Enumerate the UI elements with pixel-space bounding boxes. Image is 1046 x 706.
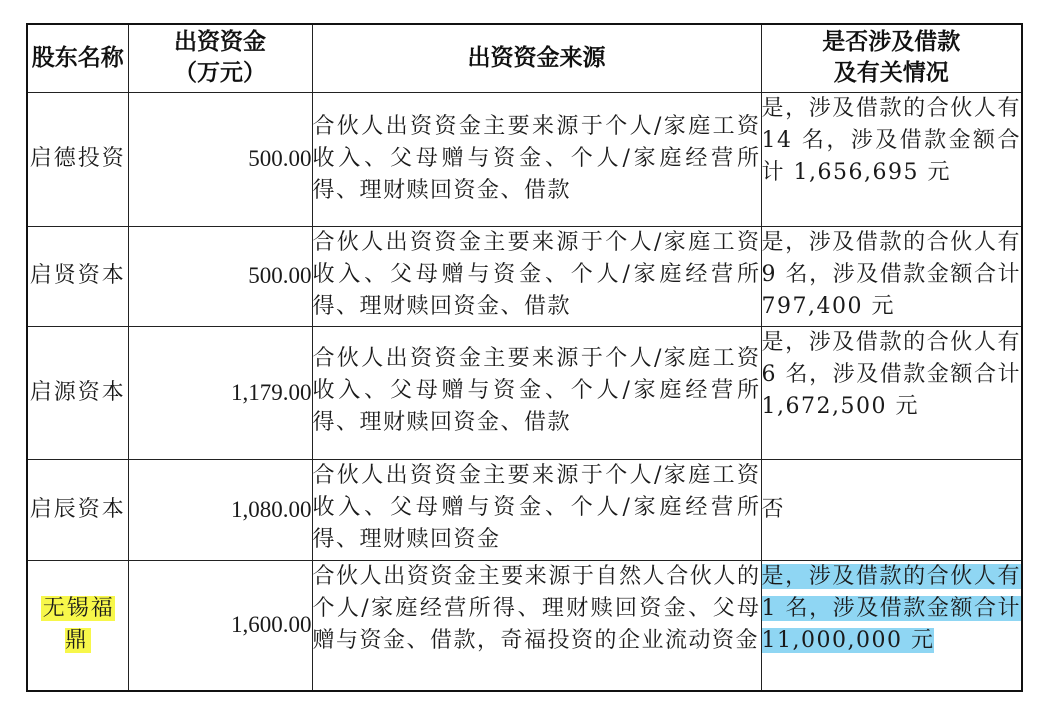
table-row xyxy=(27,92,1022,226)
funding-source: 合伙人出资资金主要来源于个人/家庭工资收入、父母赠与资金、个人/家庭经营所得、理财赎回资金、借款 xyxy=(312,326,761,459)
loan-info: 是，涉及借款的合伙人有 14 名，涉及借款金额合计 1,656,695 元 xyxy=(761,92,1022,226)
funding-source: 合伙人出资资金主要来源于个人/家庭工资收入、父母赠与资金、个人/家庭经营所得、理财赎回资金 xyxy=(312,459,761,560)
table-row xyxy=(27,326,1022,459)
funding-amount: 1,080.00 xyxy=(128,459,312,560)
shareholder-name: 启德投资 xyxy=(27,92,128,226)
header-amount-line2: （万元） xyxy=(174,60,266,87)
table-row xyxy=(27,560,1022,691)
header-loan-line1: 是否涉及借款 xyxy=(822,29,961,56)
table-row xyxy=(27,459,1022,560)
shareholder-name: 启源资本 xyxy=(27,326,128,459)
shareholder-name xyxy=(27,560,128,691)
loan-info xyxy=(761,560,1022,691)
loan-info: 是，涉及借款的合伙人有 6 名，涉及借款金额合计 1,672,500 元 xyxy=(761,326,1022,459)
funding-source: 合伙人出资资金主要来源于个人/家庭工资收入、父母赠与资金、个人/家庭经营所得、理财赎回资金、借款 xyxy=(312,226,761,326)
shareholder-name: 启辰资本 xyxy=(27,459,128,560)
highlighted-shareholder-name: 无锡福鼎 xyxy=(42,596,115,654)
funding-amount: 500.00 xyxy=(128,226,312,326)
funding-amount: 1,179.00 xyxy=(128,326,312,459)
header-amount-line1: 出资资金 xyxy=(174,29,266,56)
loan-info: 是，涉及借款的合伙人有 9 名，涉及借款金额合计 797,400 元 xyxy=(761,226,1022,326)
shareholder-funding-table xyxy=(26,23,1023,692)
funding-amount: 1,600.00 xyxy=(128,560,312,691)
highlighted-loan-info: 是，涉及借款的合伙人有 1 名，涉及借款金额合计 11,000,000 元 xyxy=(761,563,1021,653)
header-source: 出资资金来源 xyxy=(312,24,761,92)
header-loan xyxy=(761,24,1022,92)
funding-source: 合伙人出资资金主要来源于自然人合伙人的个人/家庭经营所得、理财赎回资金、父母赠与资金、借款，奇福投资的企业流动资金 xyxy=(312,560,761,691)
funding-amount: 500.00 xyxy=(128,92,312,226)
header-shareholder: 股东名称 xyxy=(27,24,128,92)
funding-source: 合伙人出资资金主要来源于个人/家庭工资收入、父母赠与资金、个人/家庭经营所得、理财赎回资金、借款 xyxy=(312,92,761,226)
header-loan-line2: 及有关情况 xyxy=(833,60,949,87)
loan-info: 否 xyxy=(761,459,1022,560)
header-amount xyxy=(128,24,312,92)
header-row xyxy=(27,24,1022,92)
shareholder-name: 启贤资本 xyxy=(27,226,128,326)
table-row xyxy=(27,226,1022,326)
